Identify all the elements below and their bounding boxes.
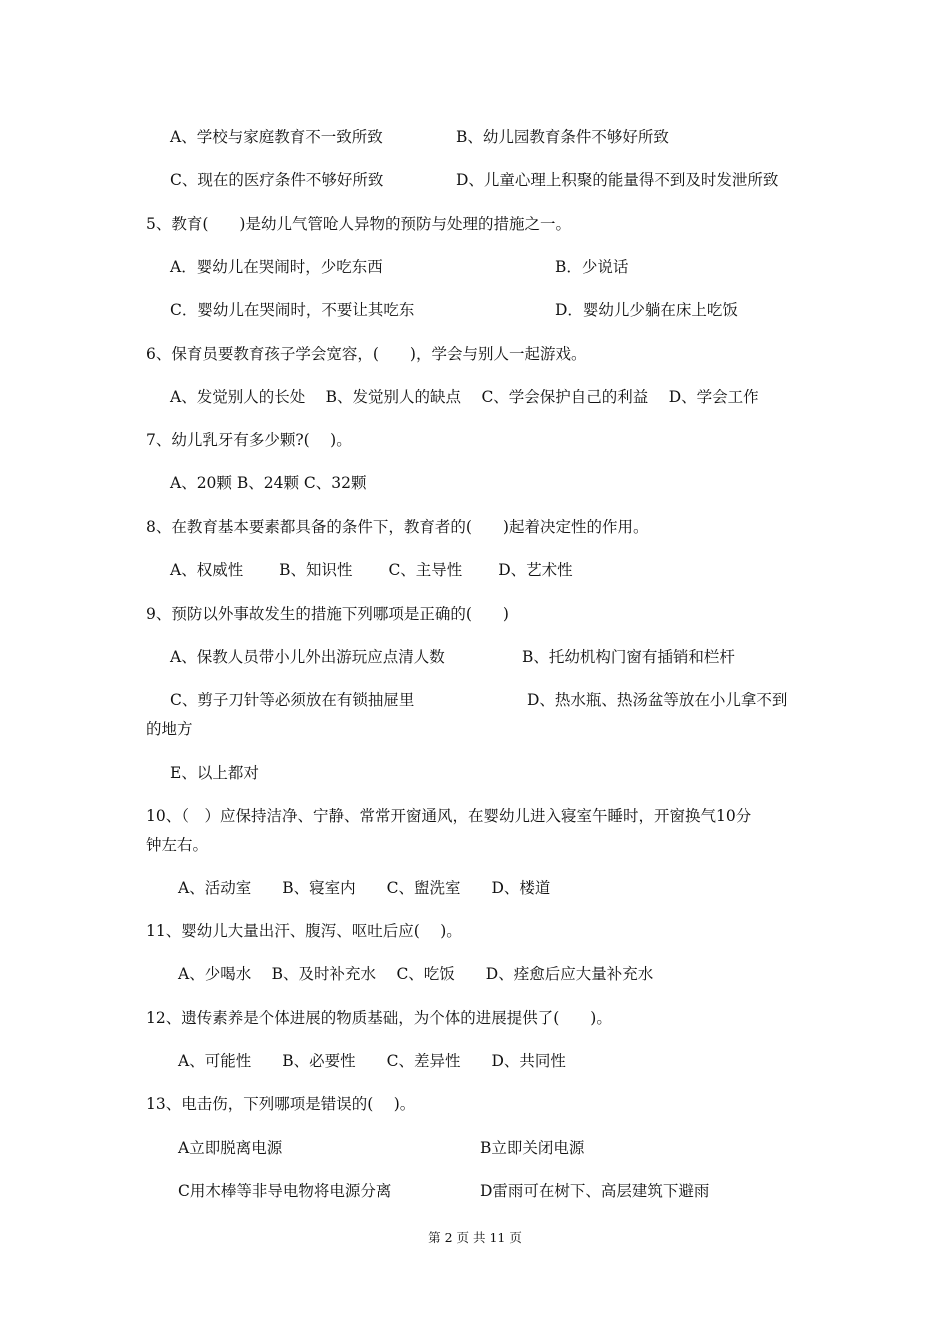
q13-option-b: B立即关闭电源 [480,1139,585,1157]
q5-option-d: D．婴幼儿少躺在床上吃饭 [555,301,738,319]
q10-options: A、活动室 B、寝室内 C、盥洗室 D、楼道 [178,879,551,897]
q10-stem-continued: 钟左右。 [146,836,209,854]
q9-option-d-continued: 的地方 [146,720,193,738]
q5-option-a: A．婴幼儿在哭闹时，少吃东西 [170,258,383,276]
q11-options: A、少喝水 B、及时补充水 C、吃饭 D、痊愈后应大量补充水 [178,965,654,983]
q8-stem: 8、在教育基本要素都具备的条件下，教育者的( )起着决定性的作用。 [146,518,649,536]
q6-options: A、发觉别人的长处 B、发觉别人的缺点 C、学会保护自己的利益 D、学会工作 [170,388,759,406]
q8-options: A、权威性 B、知识性 C、主导性 D、艺术性 [170,561,573,579]
page-footer: 第 2 页 共 11 页 [428,1230,522,1245]
q13-option-d: D雷雨可在树下、高层建筑下避雨 [480,1182,710,1200]
q9-option-e: E、以上都对 [170,764,259,782]
q13-option-a: A立即脱离电源 [178,1139,283,1157]
q12-stem: 12、遗传素养是个体进展的物质基础，为个体的进展提供了( )。 [146,1009,612,1027]
q12-options: A、可能性 B、必要性 C、差异性 D、共同性 [178,1052,566,1070]
q10-stem: 10、（ ）应保持洁净、宁静、常常开窗通风，在婴幼儿进入寝室午睡时，开窗换气10分 [146,807,752,825]
q4-option-a: A、学校与家庭教育不一致所致 [170,128,383,146]
q4-option-d: D、儿童心理上积聚的能量得不到及时发泄所致 [456,171,779,189]
q11-stem: 11、婴幼儿大量出汗、腹泻、呕吐后应( )。 [146,922,462,940]
q13-option-c: C用木棒等非导电物将电源分离 [178,1182,392,1200]
q9-option-a: A、保教人员带小儿外出游玩应点清人数 [170,648,445,666]
q13-stem: 13、电击伤，下列哪项是错误的( )。 [146,1095,416,1113]
q9-option-d: D、热水瓶、热汤盆等放在小儿拿不到 [527,691,788,709]
q4-option-b: B、幼儿园教育条件不够好所致 [456,128,669,146]
q9-option-c: C、剪子刀针等必须放在有锁抽屉里 [170,691,415,709]
q9-option-b: B、托幼机构门窗有插销和栏杆 [522,648,735,666]
q5-option-b: B．少说话 [555,258,629,276]
q4-option-c: C、现在的医疗条件不够好所致 [170,171,384,189]
q9-stem: 9、预防以外事故发生的措施下列哪项是正确的( ) [146,605,509,623]
q5-option-c: C．婴幼儿在哭闹时，不要让其吃东 [170,301,415,319]
q6-stem: 6、保育员要教育孩子学会宽容，( )，学会与别人一起游戏。 [146,345,587,363]
q7-options: A、20颗 B、24颗 C、32颗 [170,474,367,492]
q7-stem: 7、幼儿乳牙有多少颗?( )。 [146,431,352,449]
q5-stem: 5、教育( )是幼儿气管呛人异物的预防与处理的措施之一。 [146,215,571,233]
